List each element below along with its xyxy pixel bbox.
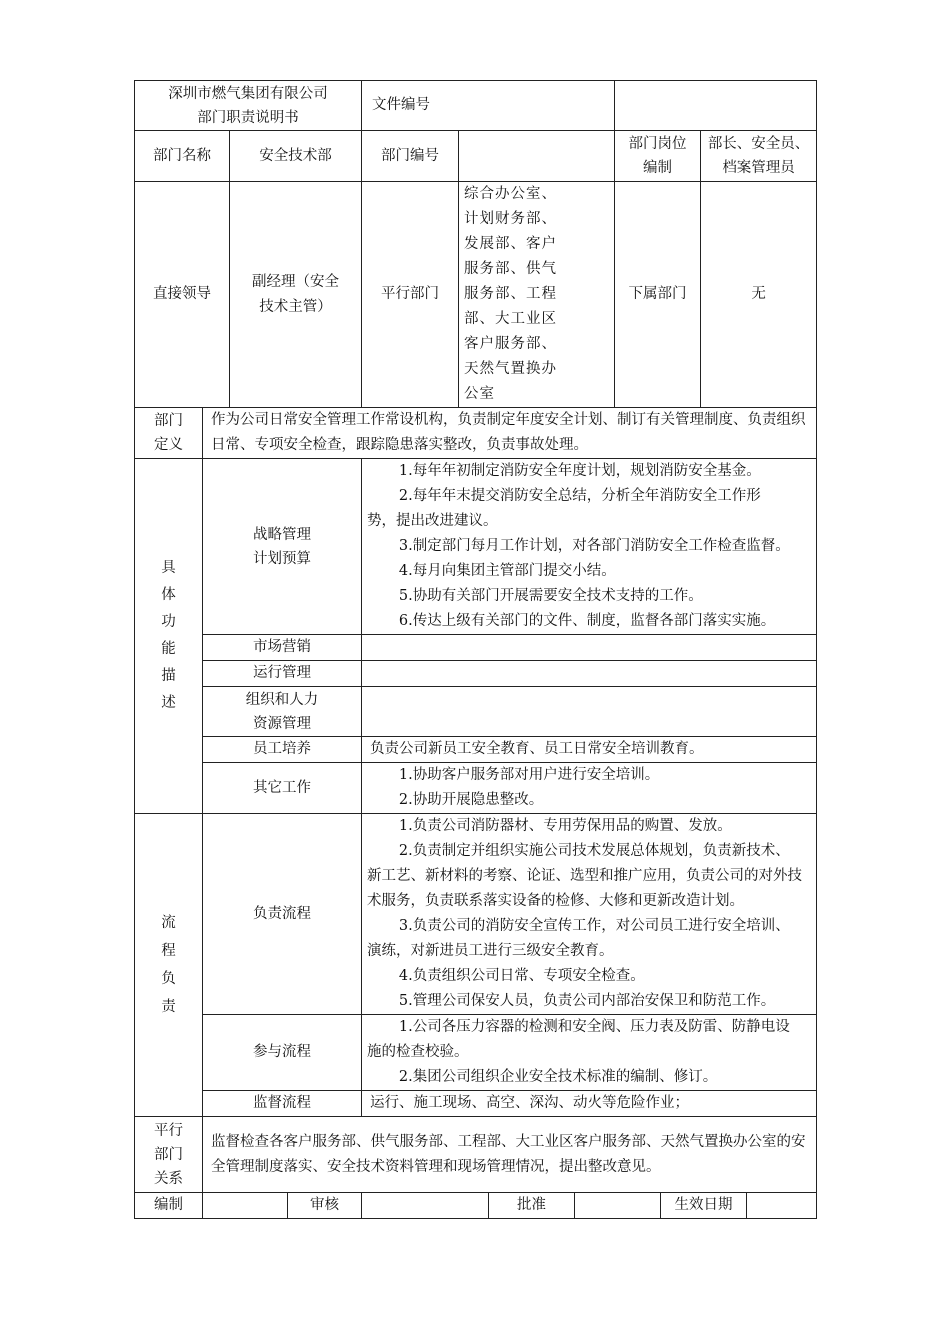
list-item: 5.管理公司保安人员，负责公司内部治安保卫和防范工作。 [398, 993, 776, 1009]
sub-dept-value: 无 [701, 182, 817, 408]
list-item: 6.传达上级有关部门的文件、制度，监督各部门落实实施。 [398, 613, 776, 629]
dept-name-label: 部门名称 [135, 131, 230, 182]
approve-value [575, 1193, 661, 1219]
list-item: 1.公司各压力容器的检测和安全阀、压力表及防雷、防静电设 [398, 1019, 790, 1035]
definition-text: 作为公司日常安全管理工作常设机构，负责制定年度安全计划、制订有关管理制度、负责组织日常、专项安全检查，跟踪隐患落实整改，负责事故处理。 [203, 408, 817, 459]
functions-label: 具 体 功 能 描 述 [135, 459, 203, 814]
signoff-table [134, 1192, 817, 1219]
dept-name-value: 安全技术部 [230, 131, 362, 182]
list-item: 2.负责制定并组织实施公司技术发展总体规划，负责新技术、 [398, 843, 790, 859]
marketing-label: 市场营销 [203, 635, 362, 661]
hr-label: 组织和人力 资源管理 [203, 687, 362, 737]
effective-date-value [747, 1193, 817, 1219]
company-name: 深圳市燃气集团有限公司 [168, 85, 328, 102]
list-item: 施的检查校验。 [367, 1044, 469, 1060]
list-item: 2.每年年末提交消防安全总结，分析全年消防安全工作形 [398, 488, 761, 504]
list-item: 势，提出改进建议。 [367, 513, 498, 529]
responsibility-table [134, 80, 817, 1193]
definition-label: 部门 定义 [135, 408, 203, 459]
responsible-label: 负责流程 [203, 814, 362, 1015]
list-item: 术服务，负责联系落实设备的检修、大修和更新改造计划。 [367, 893, 745, 909]
list-item: 新工艺、新材料的考察、论证、选型和推广应用，负责公司的对外技 [367, 868, 803, 884]
operation-value [362, 661, 817, 687]
list-item: 演练，对新进员工进行三级安全教育。 [367, 943, 614, 959]
edit-value [203, 1193, 288, 1219]
edit-label: 编制 [135, 1193, 203, 1219]
list-item: 3.制定部门每月工作计划，对各部门消防安全工作检查监督。 [398, 538, 790, 554]
post-label: 部门岗位 编制 [615, 131, 701, 182]
file-number-value [615, 81, 817, 131]
participate-label: 参与流程 [203, 1015, 362, 1091]
file-number-label: 文件编号 [362, 81, 615, 131]
relations-text: 监督检查各客户服务部、供气服务部、工程部、大工业区客户服务部、天然气置换办公室的安全管理制度落实、安全技术资料管理和现场管理情况，提出整改意见。 [203, 1117, 817, 1193]
list-item: 4.每月向集团主管部门提交小结。 [398, 563, 616, 579]
list-item: 3.负责公司的消防安全宣传工作，对公司员工进行安全培训、 [398, 918, 790, 934]
participate-items [362, 1015, 817, 1091]
supervise-text: 运行、施工现场、高空、深沟、动火等危险作业； [362, 1091, 817, 1117]
process-label: 流 程 负 责 [135, 814, 203, 1117]
list-item: 2.集团公司组织企业安全技术标准的编制、修订。 [398, 1069, 718, 1085]
parallel-dept-label: 平行部门 [362, 182, 459, 408]
relations-label: 平行 部门 关系 [135, 1117, 203, 1193]
other-label: 其它工作 [203, 763, 362, 814]
dept-code-value [459, 131, 615, 182]
sub-dept-label: 下属部门 [615, 182, 701, 408]
review-label: 审核 [288, 1193, 362, 1219]
post-value: 部长、安全员、 档案管理员 [701, 131, 817, 182]
review-value [362, 1193, 489, 1219]
list-item: 4.负责组织公司日常、专项安全检查。 [398, 968, 645, 984]
responsible-items [362, 814, 817, 1015]
list-item: 2.协助开展隐患整改。 [398, 792, 544, 808]
operation-label: 运行管理 [203, 661, 362, 687]
approve-label: 批准 [489, 1193, 575, 1219]
list-item: 1.协助客户服务部对用户进行安全培训。 [398, 767, 660, 783]
parallel-dept-list: 综合办公室、 计划财务部、 发展部、客户 服务部、供气 服务部、工程 部、大工业区 客户服务部、 天然气置换办 公室 [459, 182, 615, 408]
other-items [362, 763, 817, 814]
strategy-label: 战略管理 计划预算 [203, 459, 362, 635]
leader-label: 直接领导 [135, 182, 230, 408]
training-label: 员工培养 [203, 737, 362, 763]
hr-value [362, 687, 817, 737]
document-title: 部门职责说明书 [197, 109, 299, 126]
list-item: 1.负责公司消防器材、专用劳保用品的购置、发放。 [398, 818, 732, 834]
marketing-value [362, 635, 817, 661]
supervise-label: 监督流程 [203, 1091, 362, 1117]
leader-value: 副经理（安全 技术主管） [230, 182, 362, 408]
list-item: 1.每年年初制定消防安全年度计划，规划消防安全基金。 [398, 463, 761, 479]
effective-date-label: 生效日期 [661, 1193, 747, 1219]
training-text: 负责公司新员工安全教育、员工日常安全培训教育。 [362, 737, 817, 763]
list-item: 5.协助有关部门开展需要安全技术支持的工作。 [398, 588, 703, 604]
strategy-items [362, 459, 817, 635]
dept-code-label: 部门编号 [362, 131, 459, 182]
responsibility-document [134, 80, 816, 1219]
company-title-cell [135, 81, 362, 131]
